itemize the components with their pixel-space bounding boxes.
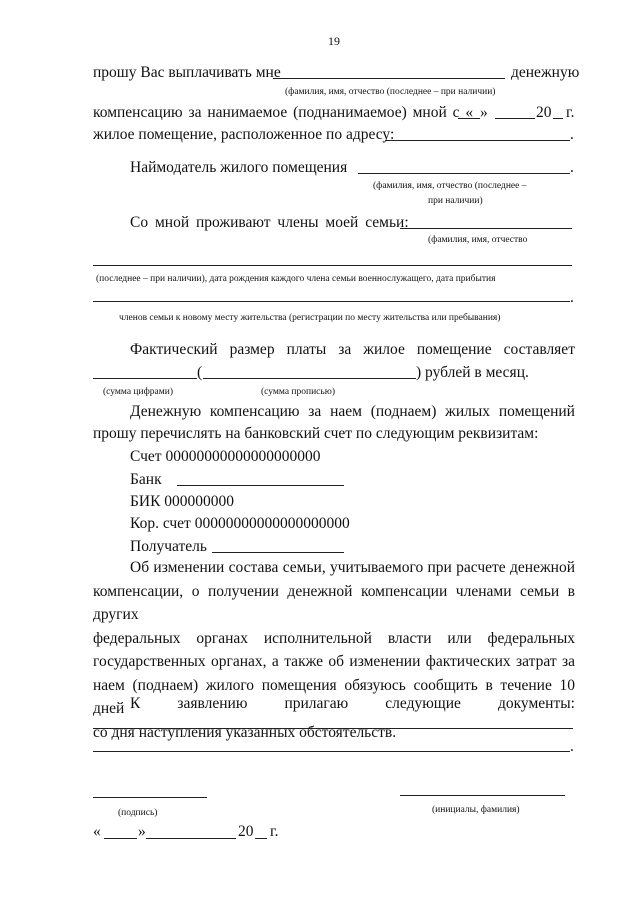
bank-intro-2: прошу перечислять на банковский счет по следующим реквизитам: <box>93 425 539 442</box>
start-month-field[interactable] <box>495 118 535 119</box>
bank-name-field[interactable] <box>177 485 344 486</box>
address-label: жилое помещение, расположенное по адресу: <box>93 126 395 143</box>
applicant-name-field[interactable] <box>273 78 505 79</box>
amount-digits-hint: (сумма цифрами) <box>103 387 173 397</box>
landlord-label: Наймодатель жилого помещения <box>130 159 348 176</box>
payment-text: Фактический размер платы за жилое помещение составляет <box>130 341 575 358</box>
recipient-field[interactable] <box>212 552 344 553</box>
attachments-field-1[interactable] <box>93 728 573 729</box>
amount-words-hint: (сумма прописью) <box>261 387 335 397</box>
bank-label: Банк <box>130 471 162 488</box>
recipient-label: Получатель <box>130 538 207 555</box>
family-hint-2: (последнее – при наличии), дата рождения каждого члена семьи военнослужащего, дата прибытия <box>96 274 496 284</box>
year-suffix: г. <box>566 104 575 121</box>
landlord-hint: (фамилия, имя, отчество (последнее – <box>373 181 527 191</box>
start-year-prefix: 20 <box>536 104 552 121</box>
initials-field[interactable] <box>400 795 565 796</box>
date-month-field[interactable] <box>146 838 236 839</box>
date-open: « <box>93 823 101 840</box>
corr-account-number: Кор. счет 00000000000000000000 <box>130 515 350 532</box>
initials-hint: (инициалы, фамилия) <box>432 805 520 815</box>
request-text-end: денежную <box>511 64 580 81</box>
request-text: прошу Вас выплачивать мне <box>93 64 281 81</box>
quote-close: » <box>480 104 488 121</box>
amount-digits-field[interactable] <box>93 378 197 379</box>
date-year-field[interactable] <box>255 838 267 839</box>
family-label: Со мной проживают члены моей семьи: <box>130 214 409 231</box>
start-day-field[interactable] <box>458 118 480 119</box>
date-day-field[interactable] <box>104 838 137 839</box>
bank-intro: Денежную компенсацию за наем (поднаем) жилых помещений <box>130 403 575 420</box>
amount-words-field[interactable] <box>203 378 416 379</box>
account-number: Счет 00000000000000000000 <box>130 448 321 465</box>
date-quote-close: » <box>138 823 146 840</box>
compensation-text: компенсацию за нанимаемое (поднанимаемое) мной с « <box>93 104 474 121</box>
page-number: 19 <box>328 34 340 48</box>
landlord-hint-2: при наличии) <box>428 196 483 206</box>
family-hint-3: членов семьи к новому месту жительства (регистрации по месту жительства или пребывания) <box>119 313 501 323</box>
obligation-paragraph: Об изменении состава семьи, учитываемого при расчете денежной компенсации, о получении денежной компенсации членами семьи в других федеральных органах исполнительной власти или федеральных государственных органах, а также об изменении фактических затрат за наем (поднаем) жилого помещения обязуюсь сообщить в течение 10 дней со дня наступления указанных обстоятельств. <box>93 559 575 741</box>
start-year-field[interactable] <box>553 118 563 119</box>
attachments-label: К заявлению прилагаю следующие документы: <box>130 695 575 712</box>
date-year-suffix: г. <box>270 823 279 840</box>
applicant-name-hint: (фамилия, имя, отчество (последнее – при наличии) <box>285 87 496 97</box>
address-field[interactable] <box>385 140 570 141</box>
signature-hint: (подпись) <box>118 808 158 818</box>
signature-field[interactable] <box>93 797 207 798</box>
payment-text-end: ) рублей в месяц. <box>416 364 529 381</box>
family-members-field-2[interactable] <box>93 265 572 266</box>
family-members-field-3[interactable] <box>93 301 570 302</box>
date-year-prefix: 20 <box>238 823 254 840</box>
landlord-name-field[interactable] <box>358 173 570 174</box>
attachments-field-2[interactable] <box>93 751 570 752</box>
bik-number: БИК 000000000 <box>130 493 235 510</box>
family-hint: (фамилия, имя, отчество <box>428 235 528 245</box>
family-members-field[interactable] <box>400 228 572 229</box>
